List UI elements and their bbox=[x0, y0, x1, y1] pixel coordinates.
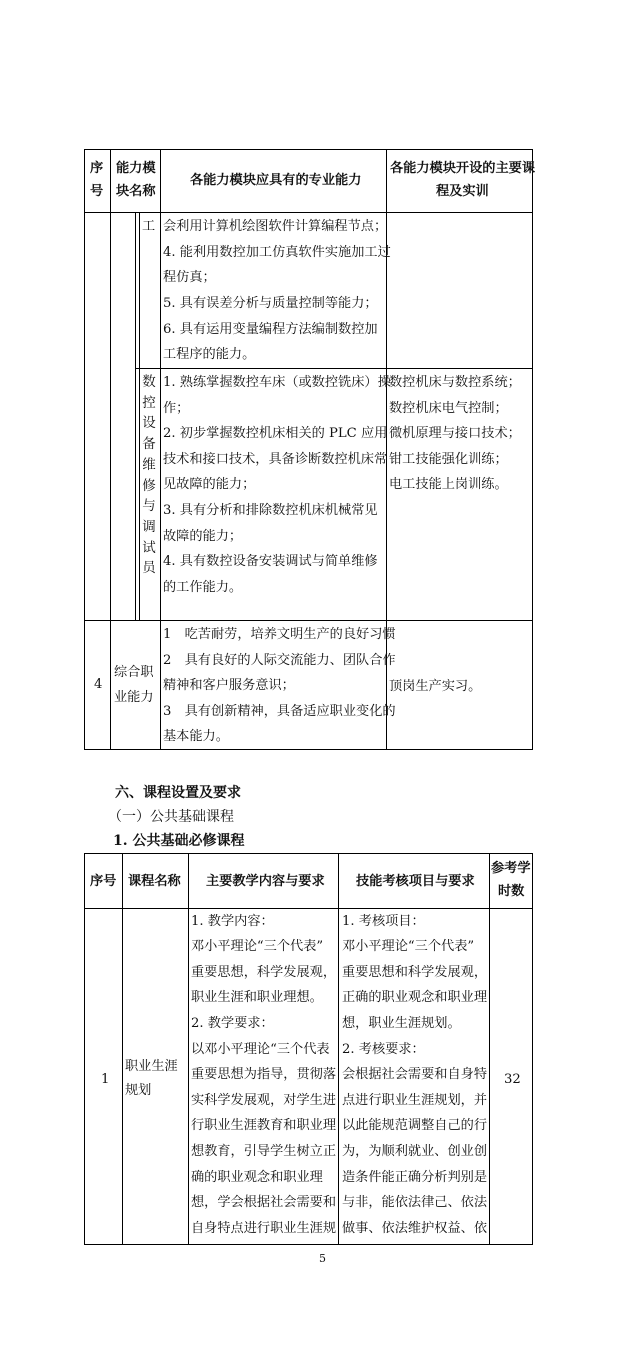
content-line: 重要思想，科学发展观， bbox=[191, 965, 337, 980]
ability-line: 4. 具有数控设备安装调试与简单维修 bbox=[163, 554, 378, 569]
page-number: 5 bbox=[319, 1252, 326, 1265]
content-line: 职业生涯和职业理想。 bbox=[191, 990, 323, 1005]
title-char: 备 bbox=[142, 436, 156, 453]
ability-line: 5. 具有误差分析与质量控制等能力； bbox=[163, 296, 378, 311]
content-line: 想教育，引导学生树立正 bbox=[191, 1144, 337, 1159]
content-line: 想，学会根据社会需要和 bbox=[191, 1195, 337, 1210]
ability-line: 见故障的能力； bbox=[163, 477, 256, 492]
header-content: 主要教学内容与要求 bbox=[206, 874, 325, 889]
course-cell: 顶岗生产实习。 bbox=[389, 679, 482, 694]
module-name-2: 业能力 bbox=[114, 690, 154, 705]
content-line: 1. 教学内容： bbox=[191, 914, 274, 929]
skills-line: 造条件能正确分析判别是 bbox=[342, 1170, 488, 1185]
ability-line: 4. 能利用数控加工仿真软件实施加工过 bbox=[163, 245, 391, 260]
sub-subsection-heading: 1. 公共基础必修课程 bbox=[113, 833, 245, 849]
ability-line: 3 具有创新精神，具备适应职业变化的 bbox=[163, 704, 396, 719]
header-courses-1: 各能力模块开设的主要课 bbox=[390, 161, 536, 176]
course-line: 电工技能上岗训练。 bbox=[389, 477, 508, 492]
ability-line: 的工作能力。 bbox=[163, 580, 243, 595]
course-line: 微机原理与接口技术； bbox=[389, 426, 521, 441]
sub-module-char: 工 bbox=[142, 219, 156, 234]
title-char: 与 bbox=[142, 498, 156, 515]
module-name-1: 综合职 bbox=[114, 665, 154, 680]
content-line: 确的职业观念和职业理 bbox=[191, 1170, 323, 1185]
title-char: 修 bbox=[142, 477, 156, 494]
sub-module-title-vertical bbox=[141, 372, 157, 579]
header-skills: 技能考核项目与要求 bbox=[356, 874, 475, 889]
header-module-2: 块名称 bbox=[116, 184, 156, 199]
row-number: 1 bbox=[101, 1072, 110, 1087]
header-ability: 各能力模块应具有的专业能力 bbox=[190, 173, 362, 188]
ability-line: 作； bbox=[163, 401, 190, 416]
header-no-2: 号 bbox=[90, 184, 104, 199]
header-course-name: 课程名称 bbox=[128, 874, 181, 889]
skills-line: 以此能规范调整自己的行 bbox=[342, 1118, 488, 1133]
course-line: 数控机床电气控制； bbox=[389, 401, 508, 416]
title-char: 维 bbox=[142, 456, 156, 473]
skills-line: 点进行职业生涯规划，并 bbox=[342, 1093, 488, 1108]
skills-line: 会根据社会需要和自身特 bbox=[342, 1067, 488, 1082]
skills-line: 邓小平理论“三个代表” bbox=[342, 939, 475, 954]
title-char: 控 bbox=[142, 394, 156, 411]
ability-line: 程仿真； bbox=[163, 270, 216, 285]
skills-line: 正确的职业观念和职业理 bbox=[342, 990, 488, 1005]
title-char: 员 bbox=[142, 560, 156, 577]
content-line: 2. 教学要求： bbox=[191, 1016, 274, 1031]
title-char: 试 bbox=[142, 539, 156, 556]
ability-line: 6. 具有运用变量编程方法编制数控加 bbox=[163, 322, 378, 337]
title-char: 调 bbox=[142, 518, 156, 535]
ability-line: 3. 具有分析和排除数控机床机械常见 bbox=[163, 503, 378, 518]
header-no: 序号 bbox=[90, 874, 117, 889]
subsection-heading: （一）公共基础课程 bbox=[108, 809, 234, 825]
ability-line: 基本能力。 bbox=[163, 729, 229, 744]
ability-line: 1 吃苦耐劳，培养文明生产的良好习惯 bbox=[163, 627, 396, 642]
ability-line: 2. 初步掌握数控机床相关的 PLC 应用 bbox=[163, 426, 388, 441]
ability-line: 2 具有良好的人际交流能力、团队合作 bbox=[163, 653, 396, 668]
header-courses-2: 程及实训 bbox=[436, 184, 489, 199]
skills-line: 为，为顺利就业、创业创 bbox=[342, 1144, 488, 1159]
title-char: 设 bbox=[142, 415, 156, 432]
skills-line: 1. 考核项目： bbox=[342, 914, 425, 929]
course-name-2: 规划 bbox=[125, 1083, 152, 1098]
content-line: 以邓小平理论“三个代表 bbox=[191, 1042, 330, 1057]
hours-value: 32 bbox=[504, 1072, 521, 1087]
skills-line: 重要思想和科学发展观， bbox=[342, 965, 488, 980]
section-heading: 六、课程设置及要求 bbox=[115, 785, 241, 801]
skills-line: 想，职业生涯规划。 bbox=[342, 1016, 461, 1031]
ability-line: 工程序的能力。 bbox=[163, 347, 256, 362]
course-name-1: 职业生涯 bbox=[125, 1059, 178, 1074]
title-char: 数 bbox=[142, 374, 156, 390]
ability-line: 会利用计算机绘图软件计算编程节点； bbox=[163, 219, 388, 234]
content-line: 重要思想为指导，贯彻落 bbox=[191, 1067, 337, 1082]
ability-line: 1. 熟练掌握数控车床（或数控铣床）操 bbox=[163, 375, 391, 390]
ability-line: 精神和客户服务意识； bbox=[163, 678, 295, 693]
row-number: 4 bbox=[94, 677, 103, 692]
skills-line: 做事、依法维护权益、依 bbox=[342, 1221, 488, 1236]
header-no-1: 序 bbox=[90, 161, 104, 176]
content-line: 自身特点进行职业生涯规 bbox=[191, 1221, 337, 1236]
ability-line: 技术和接口技术，具备诊断数控机床常 bbox=[163, 452, 388, 467]
content-line: 实科学发展观，对学生进 bbox=[191, 1093, 337, 1108]
content-line: 行职业生涯教育和职业理 bbox=[191, 1118, 337, 1133]
content-line: 邓小平理论“三个代表” bbox=[191, 939, 324, 954]
header-hours-2: 时数 bbox=[498, 884, 525, 899]
skills-line: 2. 考核要求： bbox=[342, 1042, 425, 1057]
course-line: 钳工技能强化训练； bbox=[389, 452, 508, 467]
header-module-1: 能力模 bbox=[116, 161, 156, 176]
skills-line: 与非，能依法律己、依法 bbox=[342, 1195, 488, 1210]
header-hours-1: 参考学 bbox=[491, 861, 531, 876]
course-line: 数控机床与数控系统； bbox=[389, 375, 521, 390]
ability-line: 故障的能力； bbox=[163, 529, 243, 544]
